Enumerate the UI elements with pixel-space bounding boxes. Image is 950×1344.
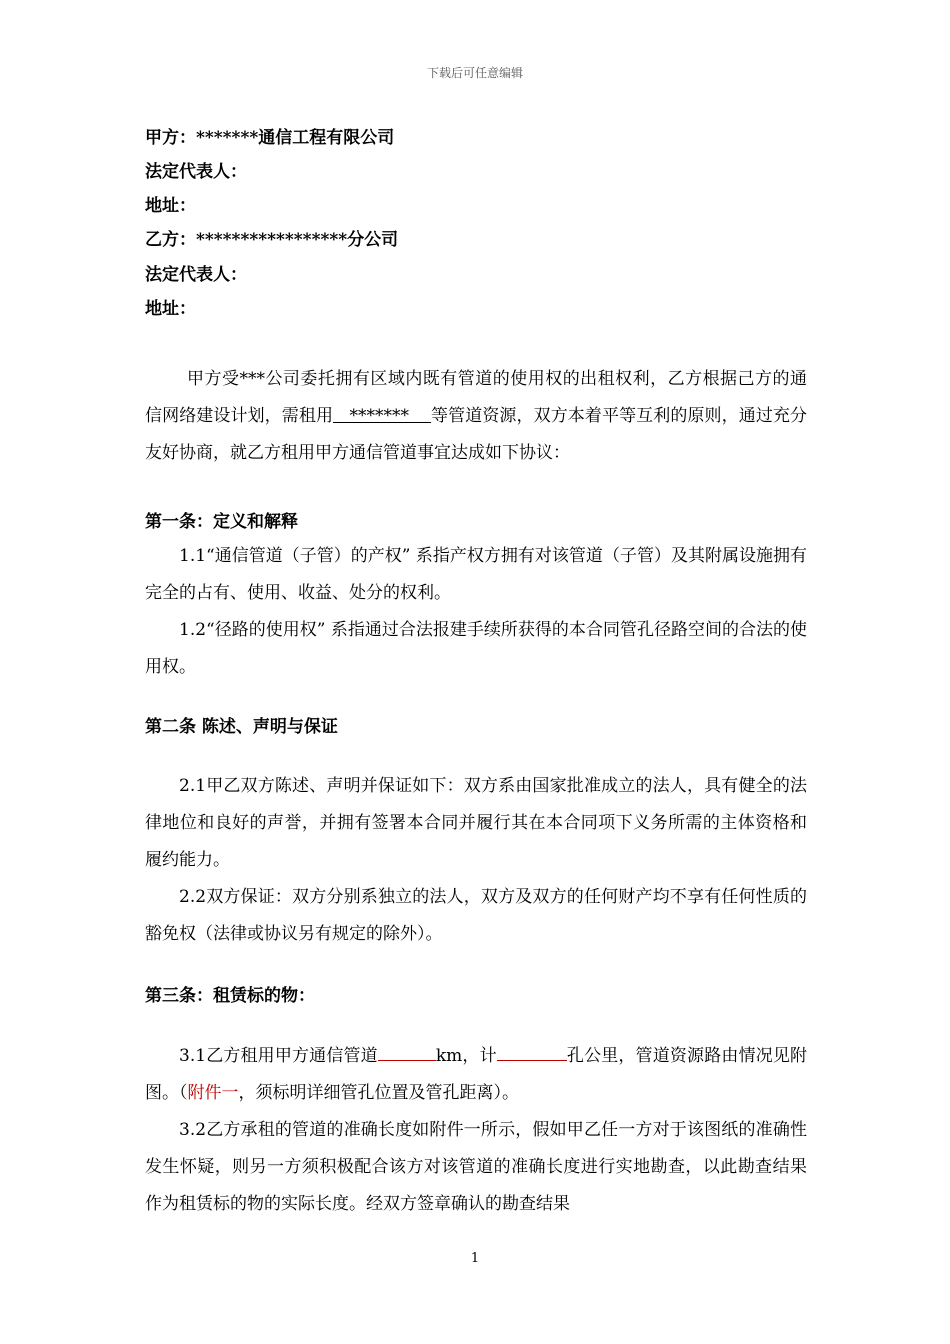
party-b-name: 乙方：*****************分公司: [145, 230, 399, 250]
clause-3-1-text-d: ，须标明详细管孔位置及管孔距离）。: [238, 1083, 519, 1103]
article1-clause-1-2: 1.2“径路的使用权” 系指通过合法报建手续所获得的本合同管孔径路空间的合法的使用权。: [145, 620, 807, 677]
party-b-representative: 法定代表人：: [145, 265, 247, 285]
page-number: 1: [470, 1251, 480, 1266]
article1-heading: 第一条：定义和解释: [145, 512, 298, 532]
article3-clause-3-1: [145, 1038, 807, 1112]
article3-clause-3-2: 3.2乙方承租的管道的准确长度如附件一所示，假如甲乙任一方对于该图纸的准确性发生怀疑，则另一方须积极配合该方对该管道的准确长度进行实地勘查，以此勘查结果作为租赁标的物的实际长度。经双方签章确认的勘查结果: [145, 1120, 807, 1214]
party-a-name: 甲方：*******通信工程有限公司: [145, 128, 395, 148]
party-b-address: 地址：: [145, 299, 196, 319]
article2-clause-2-1: 2.1甲乙双方陈述、声明并保证如下：双方系由国家批准成立的法人，具有健全的法律地位和良好的声誉，并拥有签署本合同并履行其在本合同项下义务所需的主体资格和履约能力。: [145, 776, 807, 870]
length-blank: [378, 1044, 436, 1061]
article3-heading: 第三条：租赁标的物：: [145, 986, 315, 1006]
clause-3-1-text-a: 3.1乙方租用甲方通信管道: [179, 1046, 378, 1066]
clause-3-1-text-b: km，计: [435, 1046, 497, 1066]
article1-clause-1-1: 1.1“通信管道（子管）的产权” 系指产权方拥有对该管道（子管）及其附属设施拥有完全的占有、使用、收益、处分的权利。: [145, 546, 807, 603]
intro-blank: *******: [333, 406, 432, 426]
clause-3-1-text-c: 孔公里，管道资源路由情况见附图。（: [145, 1046, 808, 1103]
intro-paragraph: [145, 361, 807, 472]
article2-clause-2-2: 2.2双方保证：双方分别系独立的法人，双方及双方的任何财产均不享有任何性质的豁免权（法律或协议另有规定的除外）。: [145, 887, 807, 944]
page-header-note: 下载后可任意编辑: [426, 66, 523, 80]
intro-text-1: 甲方受***公司委托拥有区域内既有管道的使用权的出租权利，乙方根据己方的通信网络建设计划，需租用: [145, 369, 807, 426]
intro-text-2: 等管道资源，双方本着平等互利的原则，通过充分友好协商，就乙方租用甲方通信管道事宜达成如下协议：: [145, 406, 808, 463]
article2-heading: 第二条 陈述、声明与保证: [145, 717, 338, 737]
attachment-one-label: 附件一: [187, 1083, 239, 1103]
party-a-representative: 法定代表人：: [145, 162, 247, 182]
hole-km-blank: [497, 1044, 567, 1061]
party-a-address: 地址：: [145, 196, 196, 216]
